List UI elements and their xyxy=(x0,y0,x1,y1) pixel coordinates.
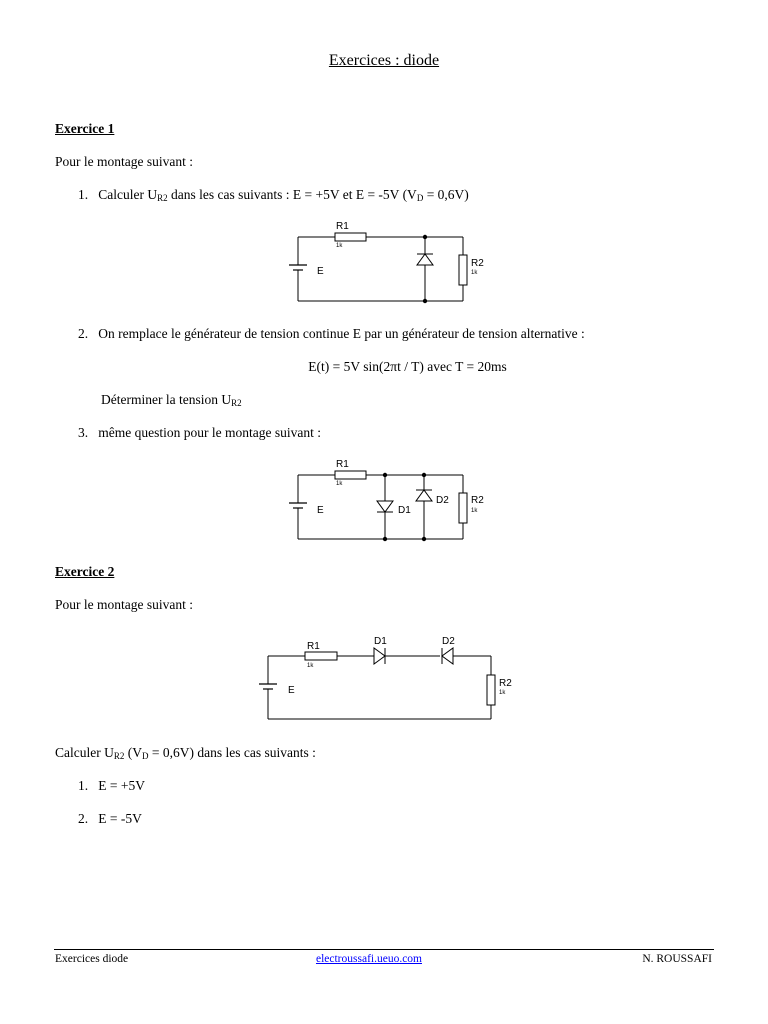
label-d2: D2 xyxy=(436,495,449,506)
question-number: 1. xyxy=(78,187,89,202)
question-text: même question pour le montage suivant : xyxy=(98,425,321,440)
footer-left: Exercices diode xyxy=(55,953,129,965)
value-r1: 1k xyxy=(336,481,343,487)
circuit-diagram-2 xyxy=(270,452,500,552)
footer-divider xyxy=(54,949,714,950)
question-number: 3. xyxy=(78,425,89,440)
case-number: 2. xyxy=(78,811,89,826)
label-r2: R2 xyxy=(471,495,484,506)
footer-link[interactable]: electroussafi.ueuo.com xyxy=(315,953,422,965)
value-r2: 1k xyxy=(499,690,506,696)
equation: E(t) = 5V sin(2πt / T) avec T = 20ms xyxy=(308,359,507,374)
case-1 xyxy=(78,778,145,794)
question-text: Déterminer la tension U xyxy=(101,392,232,407)
question-text: Calculer U xyxy=(55,745,114,760)
value-r2: 1k xyxy=(471,508,478,514)
label-d2: D2 xyxy=(442,636,455,647)
label-r1: R1 xyxy=(336,221,349,232)
question-text: dans les cas suivants : E = +5V et E = -5V (V xyxy=(167,187,417,202)
value-r2: 1k xyxy=(471,270,478,276)
question-text: Calculer U xyxy=(98,187,158,202)
question-number: 2. xyxy=(78,326,89,341)
label-r1: R1 xyxy=(307,641,320,652)
label-d1: D1 xyxy=(374,636,387,647)
subscript: R2 xyxy=(157,193,168,203)
exercise-2-title: Exercice 2 xyxy=(55,564,115,579)
question-3 xyxy=(78,425,321,441)
label-source: E xyxy=(288,685,295,696)
label-r2: R2 xyxy=(499,678,512,689)
case-2 xyxy=(78,811,142,827)
subscript: R2 xyxy=(113,751,125,761)
circuit-diagram-1 xyxy=(270,214,500,314)
question-1 xyxy=(78,187,469,203)
case-text: E = +5V xyxy=(98,778,145,793)
label-source: E xyxy=(317,266,324,277)
value-r1: 1k xyxy=(336,243,343,249)
case-text: E = -5V xyxy=(98,811,142,826)
question-2 xyxy=(78,326,585,342)
case-number: 1. xyxy=(78,778,89,793)
subscript: R2 xyxy=(231,398,242,408)
subscript: D xyxy=(142,751,149,761)
page-title: Exercices : diode xyxy=(328,52,440,69)
question-text: On remplace le générateur de tension continue E par un générateur de tension alternative : xyxy=(98,326,585,341)
value-r1: 1k xyxy=(307,663,314,669)
label-r2: R2 xyxy=(471,258,484,269)
footer-right: N. ROUSSAFI xyxy=(642,953,712,965)
exercise-2-intro: Pour le montage suivant : xyxy=(55,597,193,612)
question-text: (V xyxy=(124,745,142,760)
label-d1: D1 xyxy=(398,505,411,516)
exercise-1-intro: Pour le montage suivant : xyxy=(55,154,193,169)
question-text: = 0,6V) dans les cas suivants : xyxy=(148,745,316,760)
subscript: D xyxy=(416,193,424,203)
determine-text xyxy=(101,392,242,408)
circuit-diagram-3 xyxy=(255,630,525,730)
label-r1: R1 xyxy=(336,459,349,470)
exercise-2-question xyxy=(55,745,316,761)
exercise-1-title: Exercice 1 xyxy=(55,121,115,136)
question-text: = 0,6V) xyxy=(423,187,469,202)
label-source: E xyxy=(317,505,324,516)
